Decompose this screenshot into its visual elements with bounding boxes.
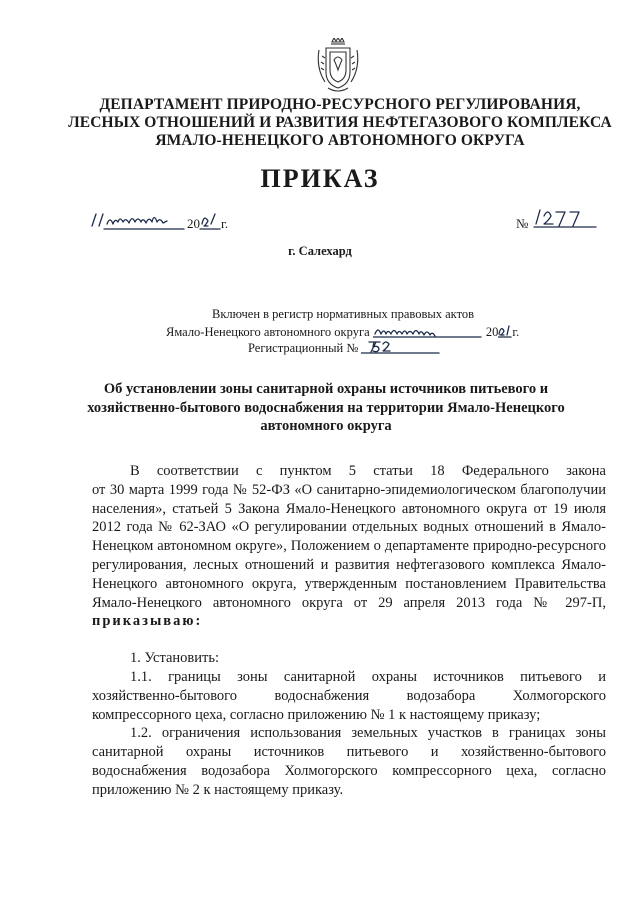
item-1-2-line: санитарной охраны источников питьевого и хозяйственно-бытового	[92, 744, 606, 761]
item-1-2-line: водоснабжения водозабора Холмогорского компрессорного цеха, согласно	[92, 762, 606, 779]
order-body	[92, 462, 606, 800]
registry-line	[248, 338, 441, 356]
registry-region: Ямало-Ненецкого автономного округа	[166, 325, 370, 339]
item-1-1-line: 1.1. границы зоны санитарной охраны источников питьевого и	[130, 668, 606, 685]
preamble-line: населения», статьей 5 Закона Ямало-Ненецкого автономного округа от 19 июля	[92, 500, 606, 517]
registry-year-suffix: г.	[512, 325, 520, 339]
registry-year-prefix: 20	[485, 325, 499, 339]
item-1: 1. Установить:	[130, 650, 220, 667]
handwritten-date-signature	[90, 206, 240, 234]
city: г. Салехард	[288, 244, 352, 258]
preamble-line: регулирования, лесных отношений и развития нефтегазового комплекса Ямало-	[92, 556, 606, 573]
item-1-2-line: 1.2. ограничения использования земельных участков в границах зоны	[130, 725, 606, 742]
preamble-line: Ненецкого автономного округа, утвержденным постановлением Правительства	[92, 575, 606, 592]
registry-number-label: Регистрационный №	[248, 341, 359, 355]
preamble-line: от 30 марта 1999 года № 52-ФЗ «О санитарно-эпидемиологическом благополучии	[92, 481, 606, 498]
header-line: ЯМАЛО-НЕНЕЦКОГО АВТОНОМНОГО ОКРУГА	[155, 132, 525, 149]
date-suffix: г.	[221, 216, 229, 231]
order-date	[90, 210, 240, 232]
handwritten-registry-year	[498, 323, 512, 339]
date-year-prefix: 20	[187, 216, 200, 231]
registry-line: Включен в регистр нормативных правовых актов	[212, 307, 475, 321]
coat-of-arms-icon	[316, 38, 360, 96]
handwritten-registry-number	[361, 338, 441, 356]
preamble-line: В соответствии с пунктом 5 статьи 18 Федерального закона	[130, 463, 606, 479]
order-subject	[76, 380, 576, 436]
order-number	[516, 210, 606, 232]
preamble-line: 2012 года № 62-ЗАО «О регулировании отдельных водных отношений в Ямало-	[92, 519, 606, 536]
header-line: ЛЕСНЫХ ОТНОШЕНИЙ И РАЗВИТИЯ НЕФТЕГАЗОВОГО КОМПЛЕКСА	[68, 114, 612, 131]
number-sign: №	[516, 216, 529, 231]
subject-line: автономного округа	[260, 418, 392, 434]
preamble-line: Ненецком автономном округе», Положением о департаменте природно-ресурсного	[92, 538, 606, 555]
item-1-2-line: приложению № 2 к настоящему приказу.	[92, 781, 344, 798]
subject-line: Об установлении зоны санитарной охраны источников питьевого и	[103, 381, 549, 397]
item-1-1-line: хозяйственно-бытового водоснабжения водозабора Холмогорского	[92, 687, 606, 704]
department-header	[60, 96, 620, 150]
handwritten-number	[532, 204, 602, 232]
decree-word: приказываю:	[92, 613, 203, 630]
document-title: ПРИКАЗ	[260, 164, 380, 193]
item-1-1-line: компрессорного цеха, согласно приложению № 1 к настоящему приказу;	[92, 706, 541, 723]
preamble-line: Ямало-Ненецкого автономного округа от 29 апреля 2013 года № 297-П,	[92, 594, 606, 611]
header-line: ДЕПАРТАМЕНТ ПРИРОДНО-РЕСУРСНОГО РЕГУЛИРОВАНИЯ,	[99, 96, 581, 113]
subject-line: хозяйственно-бытового водоснабжения на территории Ямало-Ненецкого	[87, 399, 565, 416]
